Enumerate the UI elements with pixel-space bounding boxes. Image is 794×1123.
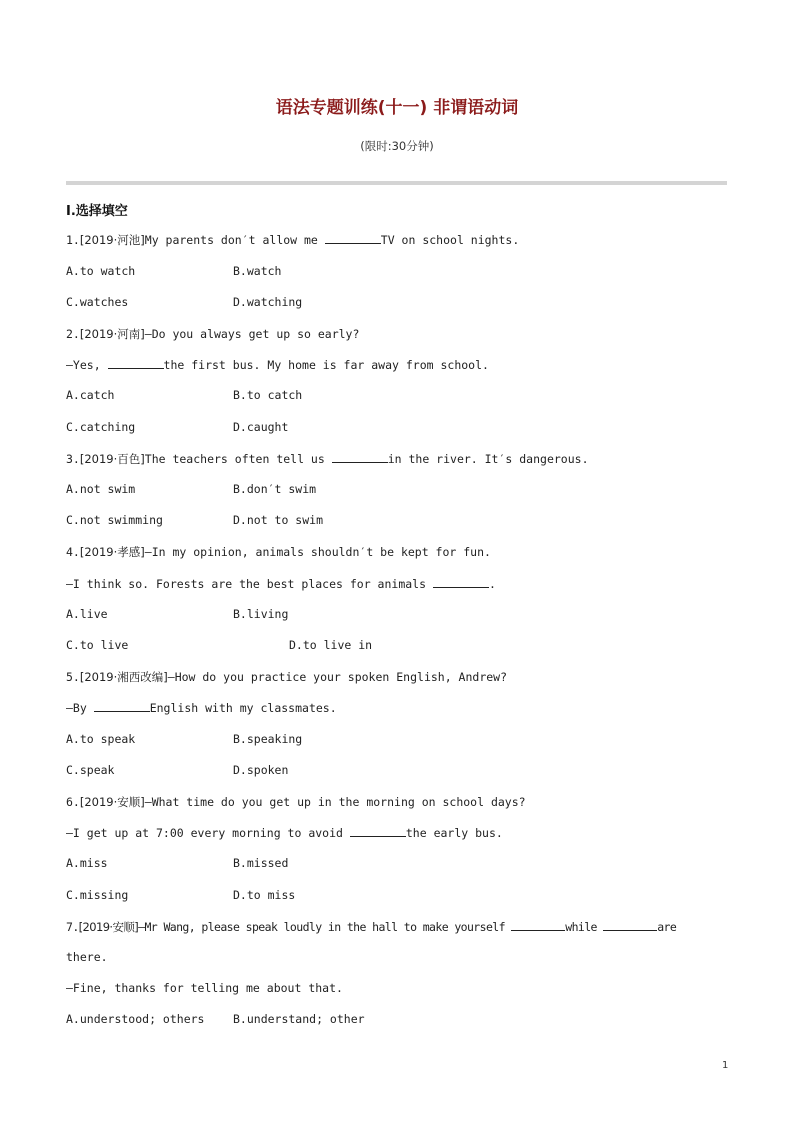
option-c[interactable]: C.watches — [66, 295, 129, 309]
option-a[interactable]: A.not swim — [66, 482, 136, 496]
stem-text: the first bus. My home is far away from school. — [163, 358, 489, 372]
stem-text: TV on school nights. — [380, 233, 520, 247]
option-b[interactable]: B.speaking — [233, 732, 303, 746]
question-source: [2019·安顺] — [78, 920, 139, 934]
question-number: 6. — [66, 795, 80, 809]
option-b[interactable]: B.living — [233, 607, 289, 621]
stem-text: —Yes, — [66, 358, 108, 372]
stem-text: —In my opinion, animals shouldn′t be kept for fun. — [144, 545, 491, 559]
option-a[interactable]: A.miss — [66, 856, 108, 870]
option-a[interactable]: A.understood; others — [66, 1012, 205, 1026]
option-d[interactable]: D.to live in — [289, 638, 373, 652]
option-d[interactable]: D.not to swim — [233, 513, 324, 527]
time-limit: (限时:30分钟) — [360, 139, 434, 153]
option-b[interactable]: B.missed — [233, 856, 289, 870]
question-source: [2019·河池] — [79, 233, 145, 247]
option-a[interactable]: A.live — [66, 607, 108, 621]
answer-blank[interactable] — [350, 825, 406, 837]
question-number: 2. — [66, 327, 80, 341]
option-b[interactable]: B.don′t swim — [233, 482, 317, 496]
question-source: [2019·河南] — [79, 327, 145, 341]
page-number: 1 — [722, 1060, 729, 1071]
stem-text: My parents don′t allow me — [144, 233, 325, 247]
question-7-line-3: —Fine, thanks for telling me about that. — [66, 981, 343, 995]
answer-blank[interactable] — [94, 700, 150, 712]
stem-text: —Mr Wang, please speak loudly in the hall to make yourself — [138, 920, 512, 934]
option-d[interactable]: D.caught — [233, 420, 289, 434]
stem-text: while — [565, 920, 604, 934]
question-1-stem — [66, 232, 519, 248]
question-source: [2019·安顺] — [79, 795, 145, 809]
question-4-line-2 — [66, 576, 496, 591]
stem-text: The teachers often tell us — [144, 452, 332, 466]
question-7-line-2: there. — [66, 950, 108, 964]
stem-text: —I think so. Forests are the best places for animals — [66, 577, 433, 591]
option-b[interactable]: B.watch — [233, 264, 282, 278]
question-7-stem — [66, 919, 676, 935]
question-2-stem — [66, 326, 359, 342]
answer-blank[interactable] — [325, 232, 381, 244]
stem-text: in the river. It′s dangerous. — [387, 452, 589, 466]
option-c[interactable]: C.not swimming — [66, 513, 163, 527]
stem-text: —Do you always get up so early? — [144, 327, 360, 341]
option-b[interactable]: B.understand; other — [233, 1012, 365, 1026]
answer-blank[interactable] — [108, 357, 164, 369]
question-source: [2019·湘西改编] — [79, 670, 168, 684]
stem-text: . — [488, 577, 496, 591]
section-title: Ⅰ.选择填空 — [66, 204, 128, 219]
question-number: 4. — [66, 545, 80, 559]
stem-text: the early bus. — [405, 826, 503, 840]
answer-blank[interactable] — [332, 451, 388, 463]
stem-text: —What time do you get up in the morning on school days? — [144, 795, 526, 809]
question-number: 7. — [66, 920, 79, 934]
option-a[interactable]: A.to speak — [66, 732, 136, 746]
question-2-line-2 — [66, 357, 489, 372]
stem-text: —I get up at 7:00 every morning to avoid — [66, 826, 350, 840]
question-source: [2019·孝感] — [79, 545, 145, 559]
page-title: 语法专题训练(十一) 非谓语动词 — [275, 98, 519, 118]
option-c[interactable]: C.catching — [66, 420, 136, 434]
option-b[interactable]: B.to catch — [233, 388, 303, 402]
option-a[interactable]: A.catch — [66, 388, 115, 402]
question-number: 5. — [66, 670, 80, 684]
stem-text: —How do you practice your spoken English, Andrew? — [167, 670, 508, 684]
question-source: [2019·百色] — [79, 452, 145, 466]
option-c[interactable]: C.missing — [66, 888, 129, 902]
question-number: 3. — [66, 452, 80, 466]
stem-text: —By — [66, 701, 94, 715]
divider — [66, 181, 727, 185]
answer-blank[interactable] — [511, 919, 565, 931]
question-4-stem — [66, 544, 491, 560]
stem-text: are — [657, 920, 677, 934]
option-d[interactable]: D.watching — [233, 295, 303, 309]
question-6-stem — [66, 794, 526, 810]
answer-blank[interactable] — [433, 576, 489, 588]
question-5-line-2 — [66, 700, 337, 715]
answer-blank[interactable] — [603, 919, 657, 931]
option-d[interactable]: D.spoken — [233, 763, 289, 777]
question-number: 1. — [66, 233, 80, 247]
stem-text: English with my classmates. — [149, 701, 337, 715]
question-6-line-2 — [66, 825, 503, 840]
option-a[interactable]: A.to watch — [66, 264, 136, 278]
option-d[interactable]: D.to miss — [233, 888, 296, 902]
question-5-stem — [66, 669, 507, 685]
question-3-stem — [66, 451, 589, 467]
option-c[interactable]: C.speak — [66, 763, 115, 777]
option-c[interactable]: C.to live — [66, 638, 129, 652]
